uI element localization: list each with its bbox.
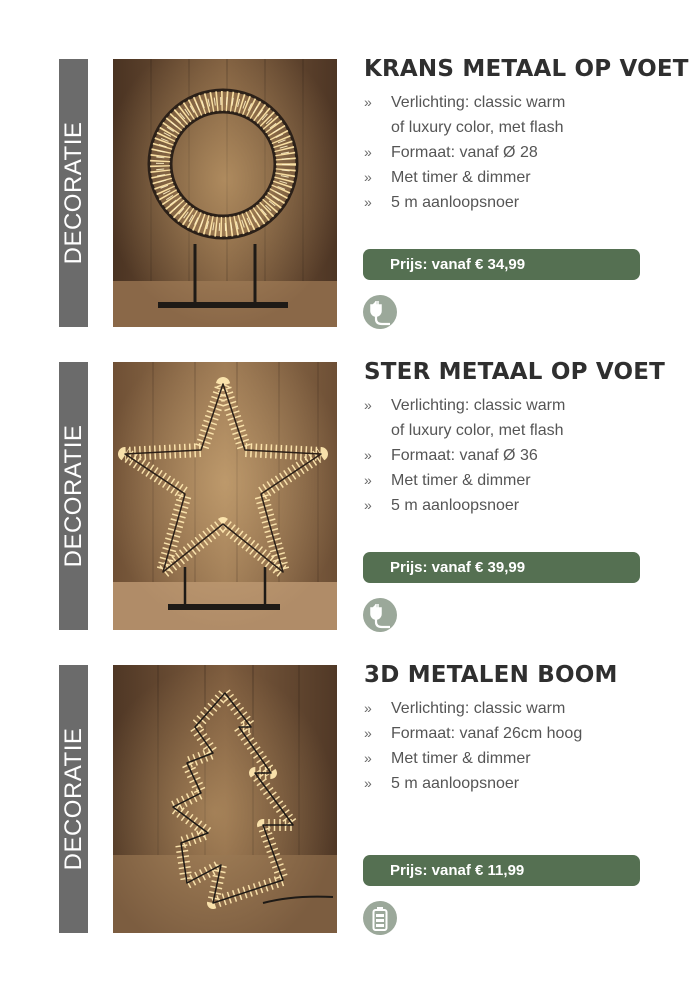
product-title: STER METAAL OP VOET: [364, 359, 666, 385]
feature-item: of luxury color, met flash: [391, 422, 564, 439]
feature-list: [364, 393, 565, 518]
feature-item: » Met timer & dimmer: [364, 746, 582, 771]
feature-item: » Verlichting: classic warm: [364, 696, 582, 721]
feature-item: » Formaat: vanaf 26cm hoog: [364, 721, 582, 746]
product-tree: [0, 662, 700, 935]
price-label: Prijs: vanaf € 11,99: [363, 855, 640, 886]
feature-list: [364, 696, 582, 796]
bullet-icon: »: [364, 169, 372, 185]
feature-item: » Formaat: vanaf Ø 36: [364, 443, 565, 468]
bullet-icon: »: [364, 144, 372, 160]
bullet-icon: »: [364, 725, 372, 741]
product-title: KRANS METAAL OP VOET: [364, 56, 689, 82]
feature-item: » 5 m aanloopsnoer: [364, 771, 582, 796]
bullet-icon: »: [364, 397, 372, 413]
category-tab: [59, 59, 88, 327]
bullet-icon: »: [364, 700, 372, 716]
category-label: DECORATIE: [59, 424, 87, 568]
feature-item: » Met timer & dimmer: [364, 165, 565, 190]
price-label: Prijs: vanaf € 39,99: [363, 552, 640, 583]
feature-item: of luxury color, met flash: [391, 119, 564, 136]
plug-icon: [363, 598, 397, 632]
bullet-icon: »: [364, 194, 372, 210]
product-wreath: [0, 56, 700, 329]
price-label: Prijs: vanaf € 34,99: [363, 249, 640, 280]
bullet-icon: »: [364, 94, 372, 110]
product-photo-wreath: [113, 59, 337, 327]
category-label: DECORATIE: [59, 727, 87, 871]
feature-list: [364, 90, 565, 215]
bullet-icon: »: [364, 750, 372, 766]
feature-item: » Met timer & dimmer: [364, 468, 565, 493]
feature-item: » Verlichting: classic warm: [364, 393, 565, 418]
bullet-icon: »: [364, 447, 372, 463]
feature-item: » Verlichting: classic warm: [364, 90, 565, 115]
bullet-icon: »: [364, 497, 372, 513]
feature-item: » 5 m aanloopsnoer: [364, 493, 565, 518]
plug-icon: [363, 295, 397, 329]
bullet-icon: »: [364, 472, 372, 488]
bullet-icon: »: [364, 775, 372, 791]
category-tab: [59, 362, 88, 630]
feature-item: » Formaat: vanaf Ø 28: [364, 140, 565, 165]
product-star: [0, 359, 700, 632]
battery-icon: [363, 901, 397, 935]
feature-item: » 5 m aanloopsnoer: [364, 190, 565, 215]
category-label: DECORATIE: [59, 121, 87, 265]
product-photo-star: [113, 362, 337, 630]
product-photo-tree: [113, 665, 337, 933]
category-tab: [59, 665, 88, 933]
product-title: 3D METALEN BOOM: [364, 662, 618, 688]
